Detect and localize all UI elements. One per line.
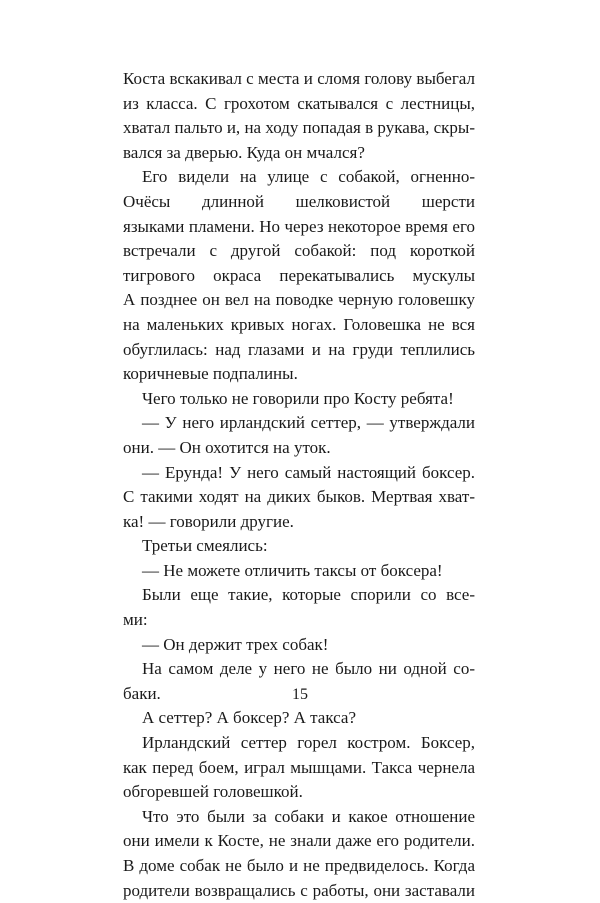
text-line: А позднее он вел на поводке черную головешку [123,290,475,310]
text-line: Что это были за собаки и какое отношение [142,806,475,826]
text-line: — Ерунда! У него самый настоящий боксер. [142,462,475,482]
text-line: на маленьких кривых ногах. Головешка не вся [123,314,475,334]
text-line: ми: [123,610,148,630]
text-line: как перед боем, играл мышцами. Такса чернела [123,757,475,777]
text-line: Третьи смеялись: [142,536,268,556]
text-line: родители возвращались с работы, они заставали [123,880,475,900]
body-text [123,67,475,903]
text-line: обгоревшей головешкой. [123,782,303,802]
text-line: вался за дверью. Куда он мчался? [123,142,365,162]
text-line: баки. [123,683,161,703]
text-line: ка! — говорили другие. [123,511,294,531]
text-line: Были еще такие, которые спорили со все- [142,585,475,605]
text-line: они. — Он охотится на уток. [123,437,331,457]
text-line: А сеттер? А боксер? А такса? [142,708,357,728]
text-line: — У него ирландский сеттер, — утверждали [142,413,475,433]
text-line: они имели к Косте, не знали даже его родители. [123,831,475,851]
text-line: В доме собак не было и не предвиделось. Когда [123,856,475,875]
text-line: языками пламени. Но через некоторое время его [123,216,475,236]
text-line: из класса. С грохотом скатывался с лестницы, [123,93,475,113]
text-line: Коста вскакивал с места и сломя голову выбегал [123,69,475,88]
text-line: — Он держит трех собак! [142,634,329,654]
text-line: На самом деле у него не было ни одной со- [142,659,475,679]
text-line: Его видели на улице с собакой, огненно- [142,167,475,187]
text-line: С такими ходят на диких быков. Мертвая хват- [123,487,475,507]
text-line: Чего только не говорили про Косту ребята! [142,388,454,408]
text-line: хватал пальто и, на ходу попадая в рукава, скры- [123,118,475,138]
text-line: Очёсы длинной шелковистой шерсти [123,191,475,211]
page-number: 15 [292,686,308,703]
text-line: обуглилась: над глазами и на груди теплились [123,339,475,359]
text-line: встречали с другой собакой: под короткой [123,241,475,261]
text-line: тигрового окраса перекатывались мускулы [123,265,475,285]
text-line: Ирландский сеттер горел костром. Боксер, [142,733,475,753]
text-line: — Не можете отличить таксы от боксера! [142,560,443,580]
text-line: коричневые подпалины. [123,364,298,384]
